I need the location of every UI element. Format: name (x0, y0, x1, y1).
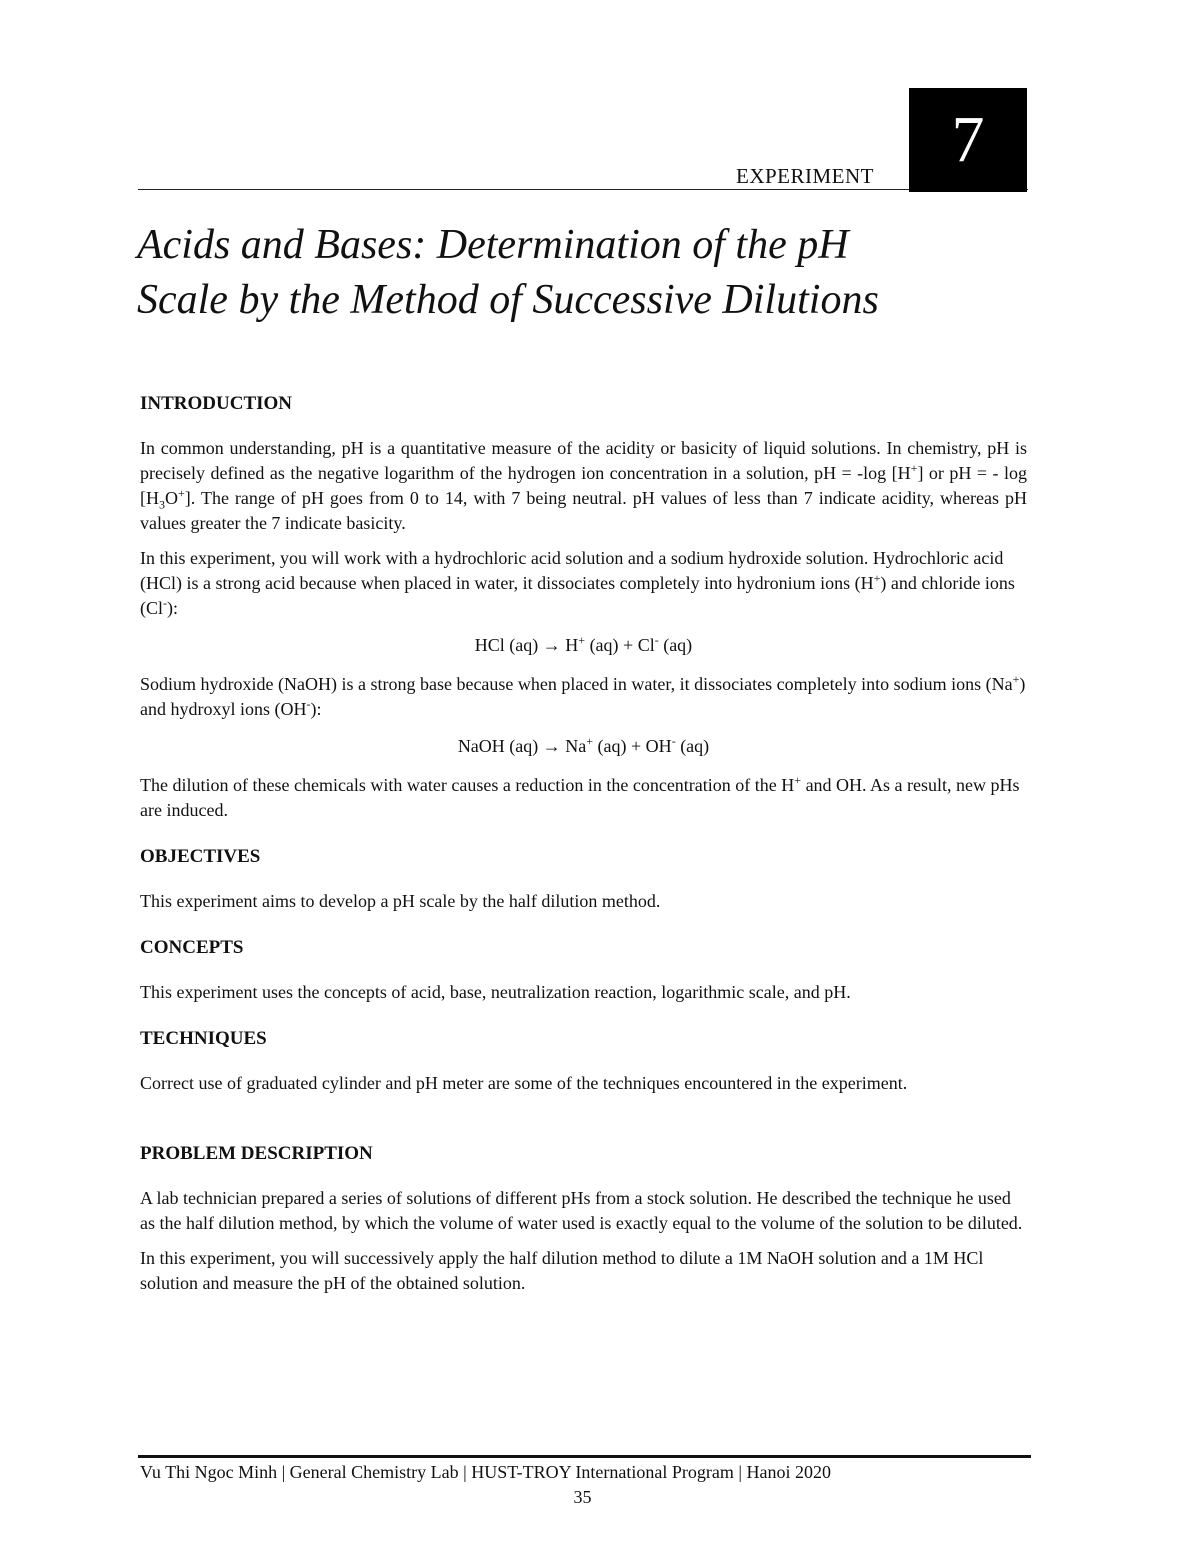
header-rule (138, 189, 1028, 190)
objectives-heading: OBJECTIVES (140, 846, 261, 867)
problem-paragraph-2: In this experiment, you will successively apply the half dilution method to dilute a 1M NaOH solution and a 1M HCl solution and measure the pH of the obtained solution. (140, 1248, 984, 1293)
title-line-1: Acids and Bases: Determination of the pH (137, 222, 849, 268)
footer-rule (138, 1455, 1031, 1458)
page-number: 35 (573, 1487, 592, 1507)
concepts-text: This experiment uses the concepts of acid, base, neutralization reaction, logarithmic scale, and pH. (140, 982, 851, 1002)
concepts-heading: CONCEPTS (140, 937, 244, 958)
footer-text: Vu Thi Ngoc Minh | General Chemistry Lab | HUST-TROY International Program | Hanoi 2020 (140, 1462, 831, 1482)
problem-heading: PROBLEM DESCRIPTION (140, 1143, 373, 1164)
experiment-number: 7 (951, 103, 985, 176)
experiment-label: EXPERIMENT (736, 164, 874, 188)
intro-paragraph-2: In this experiment, you will work with a hydrochloric acid solution and a sodium hydroxide solution. Hydrochloric acid (HCl) is a strong acid because when placed in water, it dissociates completely into hydronium ions (H+) and chloride ions (Cl-): (140, 548, 1015, 618)
page-title (137, 218, 1037, 328)
intro-paragraph-1: In common understanding, pH is a quantitative measure of the acidity or basicity of liquid solutions. In chemistry, pH is precisely defined as the negative logarithm of the hydrogen ion concentration in a solution, pH = -log [H+] or pH = - $\log [H_3O^+]$. The range of pH goes from 0 to 14, with 7 being neutral. pH values of less than 7 indicate acidity, whereas pH values greater the 7 indicate basicity. (140, 438, 1027, 533)
intro-paragraph-3: Sodium hydroxide (NaOH) is a strong base because when placed in water, it dissociates completely into sodium ions (Na+) and hydroxyl ions (OH-): (140, 672, 1026, 719)
equation-hcl: HCl (aq) → H+ (aq) + Cl- (aq) (474, 633, 693, 655)
techniques-heading: TECHNIQUES (140, 1028, 267, 1049)
techniques-text: Correct use of graduated cylinder and pH meter are some of the techniques encountered in the experiment. (140, 1073, 908, 1093)
title-line-2: Scale by the Method of Successive Dilutions (137, 277, 879, 323)
introduction-heading: INTRODUCTION (140, 393, 293, 414)
equation-naoh: NaOH (aq) → Na+ (aq) + OH- (aq) (457, 734, 710, 756)
objectives-text: This experiment aims to develop a pH scale by the half dilution method. (140, 891, 661, 911)
experiment-number-box (909, 88, 1027, 192)
intro-paragraph-4: The dilution of these chemicals with water causes a reduction in the concentration of the H+ and OH. As a result, new pHs are induced. (140, 773, 1020, 820)
document-body (140, 392, 1027, 1306)
problem-paragraph-1: A lab technician prepared a series of solutions of different pHs from a stock solution. He described the technique he used as the half dilution method, by which the volume of water used is exactly equal to the volume of the solution to be diluted. (140, 1188, 1023, 1233)
